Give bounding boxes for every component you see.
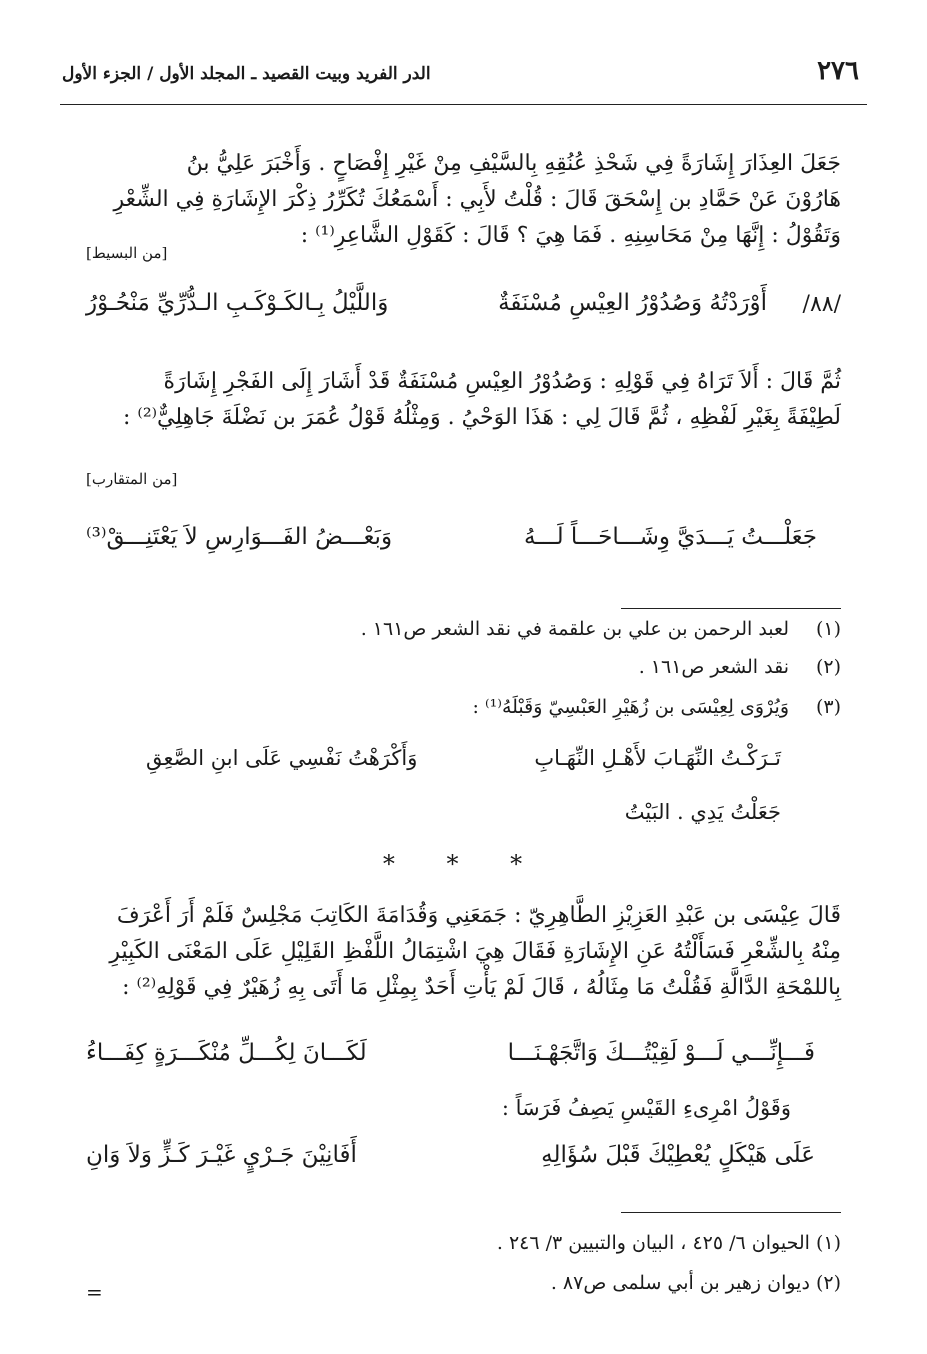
verse-hemistich-1: جَعَلْـــتُ يَـــدَيَّ وِشَـــاحَـــاً لَـــهُ [524,524,817,550]
text-line: هَارُوْنَ عَنْ حَمَّادِ بن إِسْحَقَ قَالَ : قُلْتُ لأَبِي : أَسْمَعُكَ تُكَرِّرُ ذِكْرَ الإِشَارَةِ فِي الشِّعْرِ [113,187,841,212]
page-number: ٢٧٦ [817,56,859,86]
footnote [473,696,841,718]
verse-hemistich-2: وَاللَّيْلُ بِـالكَـوْكَـبِ الـدُّرِّيِّ مَنْحُـوْرُ [86,290,389,316]
paragraph-2 [80,364,841,436]
verse-hemistich-2: وَبَعْـــضُ الفَـــوَارِسِ لاَ يَعْتَنِـــقْ⁽³⁾ [86,524,393,550]
text-line: جَعَلَ العِذَارَ إِشَارَةً فِي شَحْذِ عُنُقِهِ بِالسَّيْفِ مِنْ غَيْرِ إِفْصَاحٍ . وَأَخْبَرَ عَلِيُّ بنُ [186,151,841,176]
footnote-verse-hemistich-2: وَأَكْرَهْتُ نَفْسِي عَلَى ابنِ الصَّعِقِ [146,746,418,770]
verse-hemistich-2: لَكَـــانَ لِكُـــلِّ مُنْكَـــرَةٍ كِفَـــاءُ [86,1040,367,1066]
footnote-text: نقد الشعر ص١٦١ . [638,656,789,678]
footnote-separator [621,1212,841,1213]
text-line: مِنْهُ بِالشِّعْرِ فَسَأَلْتُهُ عَنِ الإِشَارَةِ فَقَالَ هِيَ اشْتِمَالُ اللَّفْظِ القَلِيْلِ عَلَى المَعْنَى الكَبِيْرِ [109,939,841,964]
footnote [639,656,841,678]
meter-tag: [من البسيط] [86,244,168,262]
continuation-mark: = [86,1280,103,1304]
paragraph-3 [80,898,841,1006]
footnote: (٢) ديوان زهير بن أبي سلمى ص٨٧ . [550,1272,841,1294]
verse-hemistich-1: فَـــإِنِّـــي لَـــوْ لَقِيْتُـــكَ وَاتَّجَهْـنَـــا [507,1040,815,1066]
text-line: لَطِيْفَةً بِغَيْرِ لَفْظِهِ ، ثُمَّ قَالَ لِي : هَذَا الوَحْيُ . وَمِثْلُهُ قَوْلُ عُمَرَ بن نَضْلَةَ جَاهِلِيٌّ⁽²⁾ : [123,405,841,430]
text-line: وَتَقُوْلُ : إِنَّهَا مِنْ مَحَاسِنِهِ . فَمَا هِيَ ؟ قَالَ : كَقَوْلِ الشَّاعِرِ⁽¹⁾ : [300,223,841,248]
running-head: الدر الفريد وبيت القصيد ـ المجلد الأول / الجزء الأول [62,64,431,84]
footnote-number: (١) [815,618,841,640]
footnote-verse-continuation: جَعَلْتُ يَدِي . البَيْتُ [624,800,781,824]
footnote-text: لعبد الرحمن بن علي بن علقمة في نقد الشعر ص١٦١ . [360,618,789,640]
verse-hemistich-1: أَوْرَدْتُهُ وَصُدُوْرُ العِيْسِ مُسْنَفَةٌ [498,290,767,316]
footnote-separator [621,608,841,609]
text-line: ثُمَّ قَالَ : أَلاَ تَرَاهُ فِي قَوْلِهِ : وَصُدُوْرُ العِيْسِ مُسْنَفَةٌ قَدْ أَشَارَ إِلَى الفَجْرِ إِشَارَةً [163,369,841,394]
footnote-text: وَيُرْوَى لِعِيْسَى بن زُهَيْرِ العَبْسِيّ وَقَبْلَهُ⁽¹⁾ : [472,696,789,718]
footnote-number: (٢) [815,656,841,678]
verse-hemistich-1: عَلَى هَيْكَلٍ يُعْطِيْكَ قَبْلَ سُؤَالِهِ [541,1142,815,1168]
footnote-verse-hemistich-1: تَـرَكْـتُ النِّهَـابَ لأَهْـلِ النِّهَـابِ [534,746,781,770]
header-rule [60,104,867,105]
text-line: قَالَ عِيْسَى بن عَبْدِ العَزِيْزِ الطَّاهِرِيّ : جَمَعَنِي وَقُدَامَةَ الكَاتِبَ مَجْلِسٌ فَلَمْ أَرَ أَعْرَفَ [116,903,841,928]
meter-tag: [من المتقارب] [86,470,178,488]
section-separator: * * * [382,850,545,878]
text-line: بِاللمْحَةِ الدَّالَّةِ فَقُلْتُ مَا مِثَالُهُ ، قَالَ لَمْ يَأْتِ أَحَدٌ بِمِثْلِ مَا أَتَى بِهِ زُهَيْرٌ فِي قَوْلِهِ⁽²⁾ : [122,975,841,1000]
footnote: (١) الحيوان ٦/ ٤٢٥ ، البيان والتبيين ٣/ ٢٤٦ . [496,1232,841,1254]
verse-number: /٨٨/ [802,292,841,317]
paragraph-1 [80,146,841,254]
footnote-number: (٣) [815,696,841,718]
verse-intro: وَقَوْلُ امْرِىءِ القَيْسِ يَصِفُ فَرَسَاً : [501,1096,791,1120]
footnote [361,618,841,640]
verse-hemistich-2: أَفَانِيْنَ جَـرْيٍ غَيْـرَ كَـزٍّ وَلاَ وَانِ [86,1142,357,1168]
